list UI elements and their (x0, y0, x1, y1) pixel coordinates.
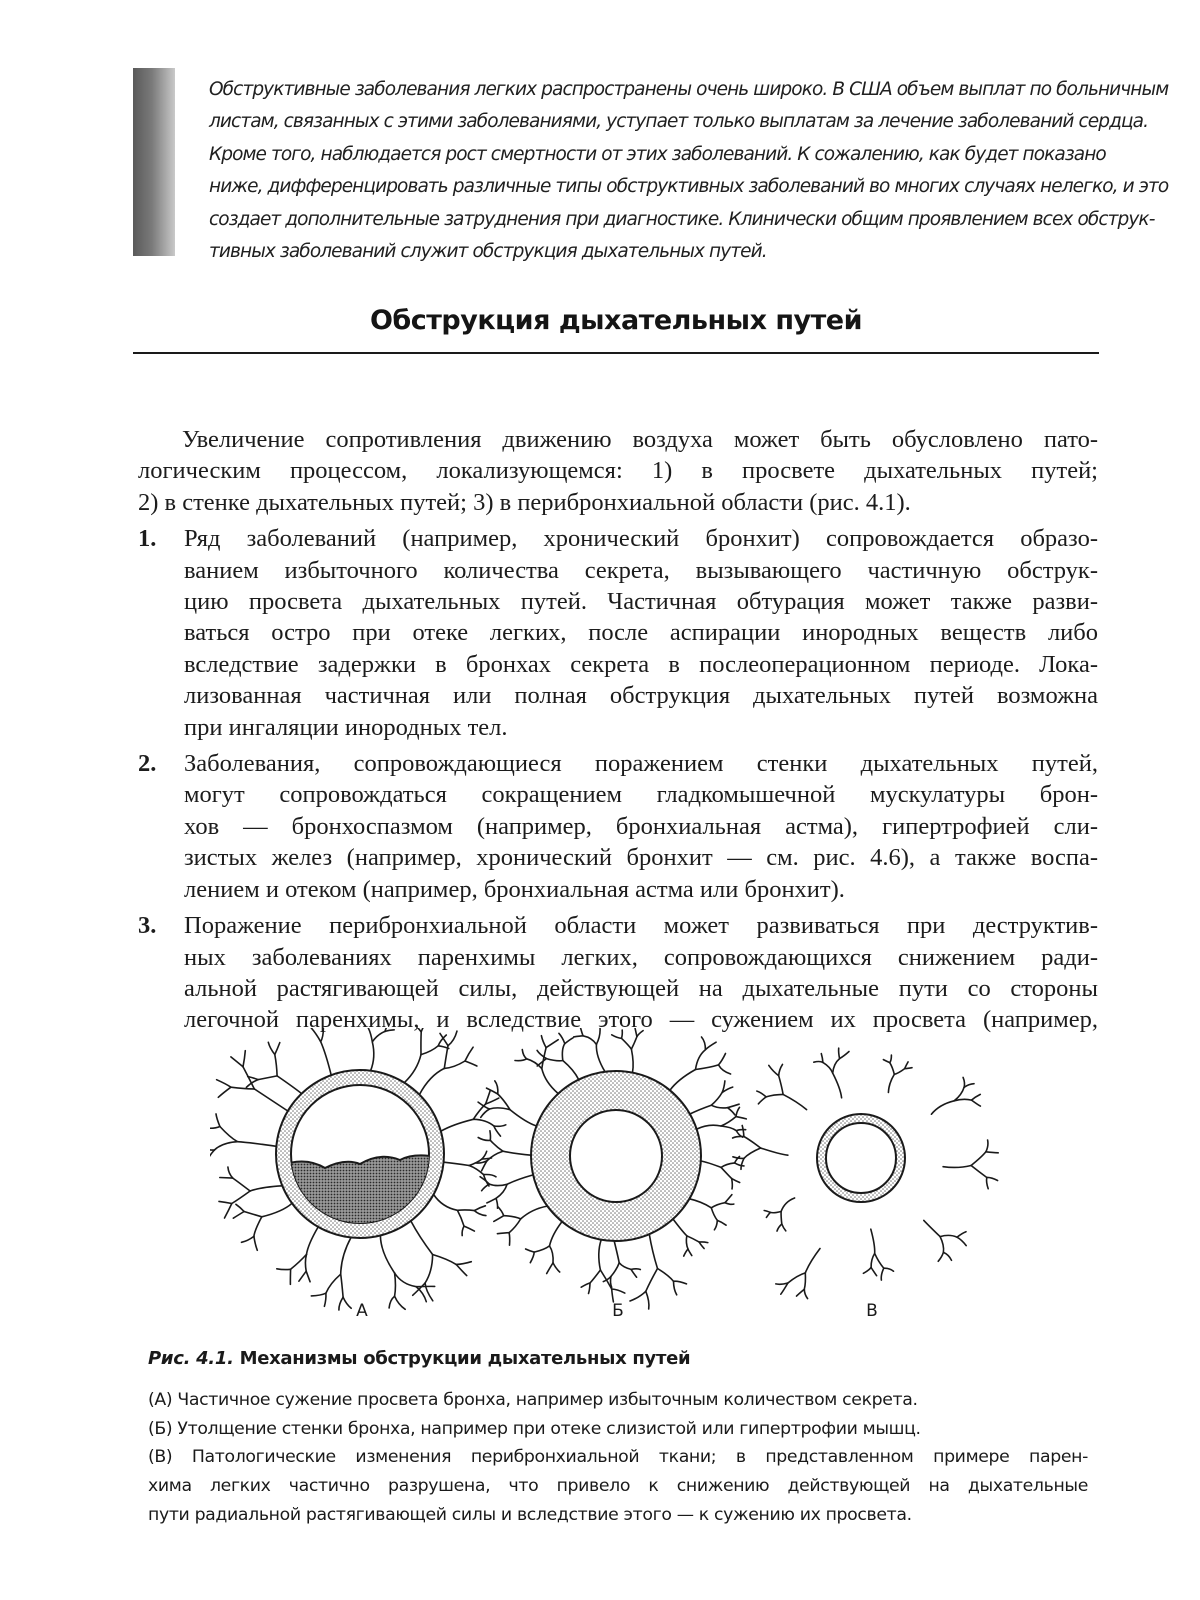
list-line: лением и отеком (например, бронхиальная астма или бронхит). (184, 875, 845, 903)
panel-label-c: В (866, 1301, 878, 1321)
list-line: ных заболеваниях паренхимы легких, сопровождающихся снижением ради- (184, 943, 1098, 971)
figure-caption (148, 1386, 1088, 1530)
figure-ref: Рис. 4.1. (148, 1348, 234, 1369)
list-number: 1. (138, 525, 157, 553)
intro-line: тивных заболеваний служит обструкция дыхательных путей. (209, 241, 767, 263)
body-text (138, 424, 1098, 1036)
list-line: при ингаляции инородных тел. (184, 713, 508, 741)
caption-line: (В) Патологические изменения перибронхиальной ткани; в представленном примере парен- (148, 1447, 1088, 1468)
paragraph-line: 2) в стенке дыхательных путей; 3) в перибронхиальной области (рис. 4.1). (138, 488, 911, 516)
list-line: легочной паренхимы, и вследствие этого — сужением их просвета (например, (184, 1006, 1098, 1034)
list-line: лизованная частичная или полная обструкция дыхательных путей возможна (184, 682, 1098, 710)
section-rule (133, 352, 1099, 354)
figure-caption-title (148, 1348, 1088, 1369)
list-line: хов — бронхоспазмом (например, бронхиальная астма), гипертрофией сли- (184, 812, 1098, 840)
list-line: Ряд заболеваний (например, хронический бронхит) сопровождается образо- (184, 525, 1098, 553)
intro-line: ниже, дифференцировать различные типы обструктивных заболеваний во многих случаях нелегко, и это (209, 176, 1169, 198)
intro-line: создает дополнительные затруднения при диагностике. Клинически общим проявлением всех обструк- (209, 208, 1155, 230)
list-item-3 (138, 910, 1098, 1036)
intro-line: Кроме того, наблюдается рост смертности от этих заболеваний. К сожалению, как будет показано (209, 143, 1106, 165)
list-line: вследствие задержки в бронхах секрета в послеоперационном периоде. Лока- (184, 650, 1098, 678)
list-line: Заболевания, сопровождающиеся поражением стенки дыхательных путей, (184, 750, 1098, 778)
caption-line: (А) Частичное сужение просвета бронха, например избыточным количеством секрета. (148, 1390, 918, 1410)
panel-b (531, 1071, 701, 1241)
airway-figure (210, 1028, 1030, 1338)
list-line: цию просвета дыхательных путей. Частичная обтурация может также разви- (184, 588, 1098, 616)
paragraph-line: Увеличение сопротивления движению воздуха может быть обусловлено пато- (182, 426, 1098, 453)
list-item-1 (138, 523, 1098, 743)
panel-label-b: Б (612, 1301, 624, 1321)
list-line: Поражение перибронхиальной области может развиваться при деструктив- (184, 912, 1098, 940)
figure-title: Механизмы обструкции дыхательных путей (239, 1348, 691, 1369)
caption-line: пути радиальной растягивающей силы и вследствие этого — к сужению их просвета. (148, 1504, 912, 1525)
panel-label-a: А (356, 1301, 368, 1321)
list-line: могут сопровождаться сокращением гладкомышечной мускулатуры брон- (184, 781, 1098, 809)
list-line: ванием избыточного количества секрета, вызывающего частичную обструк- (184, 556, 1098, 584)
bronchus-lumen-c (826, 1123, 896, 1193)
caption-line: хима легких частично разрушена, что привело к снижению действующей на дыхательные (148, 1476, 1088, 1497)
list-number: 3. (138, 912, 157, 940)
intro-line: листам, связанных с этими заболеваниями, уступает только выплатам за лечение заболеваний сердца. (209, 111, 1149, 133)
intro-block (209, 74, 1169, 268)
intro-side-bar (133, 68, 175, 256)
list-line: зистых желез (например, хронический бронхит — см. рис. 4.6), а также воспа- (184, 844, 1098, 872)
list-line: альной растягивающей силы, действующей на дыхательные пути со стороны (184, 974, 1098, 1002)
caption-line: (Б) Утолщение стенки бронха, например при отеке слизистой или гипертрофии мышц. (148, 1418, 921, 1439)
panel-a (276, 1070, 444, 1238)
list-item-2 (138, 748, 1098, 905)
list-line: ваться остро при отеке легких, после аспирации инородных веществ либо (184, 619, 1098, 647)
list-number: 2. (138, 750, 157, 778)
intro-line: Обструктивные заболевания легких распространены очень широко. В США объем выплат по больничным (209, 79, 1169, 100)
section-title: Обструкция дыхательных путей (369, 305, 863, 336)
intro-paragraph (138, 424, 1098, 518)
panel-c (817, 1114, 905, 1202)
paragraph-line: логическим процессом, локализующемся: 1) в просвете дыхательных путей; (138, 457, 1098, 485)
bronchus-lumen-b (570, 1110, 662, 1202)
